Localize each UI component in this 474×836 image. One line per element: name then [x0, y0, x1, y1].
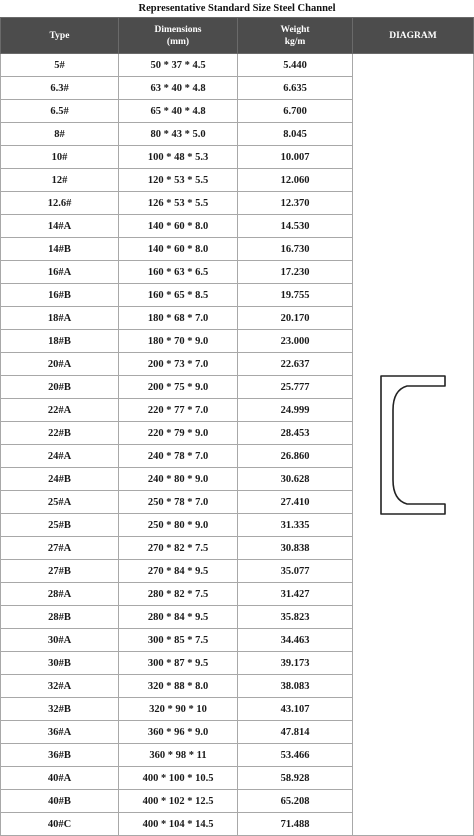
cell-type: 5# — [1, 54, 119, 77]
cell-weight: 30.628 — [238, 468, 353, 491]
cell-dimensions: 400 * 100 * 10.5 — [119, 767, 238, 790]
column-header-type-label: Type — [49, 30, 70, 41]
column-header-diagram — [353, 18, 474, 54]
column-header-type — [1, 18, 119, 54]
cell-weight: 6.635 — [238, 77, 353, 100]
cell-type: 25#A — [1, 491, 119, 514]
cell-type: 16#A — [1, 261, 119, 284]
cell-dimensions: 300 * 87 * 9.5 — [119, 652, 238, 675]
column-header-weight-unit: kg/m — [284, 36, 306, 47]
cell-type: 24#A — [1, 445, 119, 468]
cell-type: 24#B — [1, 468, 119, 491]
cell-dimensions: 270 * 82 * 7.5 — [119, 537, 238, 560]
cell-weight: 53.466 — [238, 744, 353, 767]
diagram-cell — [353, 54, 474, 836]
cell-dimensions: 140 * 60 * 8.0 — [119, 238, 238, 261]
cell-dimensions: 320 * 90 * 10 — [119, 698, 238, 721]
cell-weight: 38.083 — [238, 675, 353, 698]
cell-type: 36#A — [1, 721, 119, 744]
cell-type: 22#A — [1, 399, 119, 422]
cell-type: 14#B — [1, 238, 119, 261]
table-body — [1, 54, 474, 836]
cell-type: 30#B — [1, 652, 119, 675]
cell-dimensions: 300 * 85 * 7.5 — [119, 629, 238, 652]
cell-dimensions: 360 * 98 * 11 — [119, 744, 238, 767]
cell-dimensions: 65 * 40 * 4.8 — [119, 100, 238, 123]
cell-weight: 14.530 — [238, 215, 353, 238]
cell-weight: 12.060 — [238, 169, 353, 192]
cell-type: 25#B — [1, 514, 119, 537]
cell-weight: 65.208 — [238, 790, 353, 813]
cell-dimensions: 180 * 70 * 9.0 — [119, 330, 238, 353]
cell-dimensions: 220 * 79 * 9.0 — [119, 422, 238, 445]
cell-weight: 39.173 — [238, 652, 353, 675]
cell-dimensions: 280 * 82 * 7.5 — [119, 583, 238, 606]
cell-weight: 6.700 — [238, 100, 353, 123]
cell-weight: 31.335 — [238, 514, 353, 537]
cell-weight: 34.463 — [238, 629, 353, 652]
cell-type: 28#B — [1, 606, 119, 629]
cell-dimensions: 180 * 68 * 7.0 — [119, 307, 238, 330]
column-header-weight — [238, 18, 353, 54]
column-header-diagram-label: DIAGRAM — [389, 30, 437, 41]
cell-dimensions: 200 * 75 * 9.0 — [119, 376, 238, 399]
cell-type: 27#A — [1, 537, 119, 560]
cell-dimensions: 280 * 84 * 9.5 — [119, 606, 238, 629]
cell-dimensions: 50 * 37 * 4.5 — [119, 54, 238, 77]
cell-weight: 26.860 — [238, 445, 353, 468]
cell-type: 30#A — [1, 629, 119, 652]
cell-weight: 43.107 — [238, 698, 353, 721]
cell-type: 6.3# — [1, 77, 119, 100]
cell-dimensions: 400 * 104 * 14.5 — [119, 813, 238, 836]
cell-weight: 28.453 — [238, 422, 353, 445]
cell-weight: 5.440 — [238, 54, 353, 77]
steel-channel-cross-section-icon — [377, 370, 449, 520]
cell-dimensions: 240 * 80 * 9.0 — [119, 468, 238, 491]
cell-weight: 8.045 — [238, 123, 353, 146]
table-header-row — [1, 18, 474, 54]
cell-weight: 10.007 — [238, 146, 353, 169]
cell-weight: 20.170 — [238, 307, 353, 330]
cell-type: 18#B — [1, 330, 119, 353]
cell-weight: 16.730 — [238, 238, 353, 261]
column-header-weight-label: Weight — [280, 24, 310, 35]
cell-dimensions: 250 * 80 * 9.0 — [119, 514, 238, 537]
cell-type: 18#A — [1, 307, 119, 330]
cell-weight: 25.777 — [238, 376, 353, 399]
cell-dimensions: 240 * 78 * 7.0 — [119, 445, 238, 468]
cell-weight: 47.814 — [238, 721, 353, 744]
table-row — [1, 54, 474, 77]
cell-type: 20#A — [1, 353, 119, 376]
cell-type: 22#B — [1, 422, 119, 445]
steel-channel-table — [0, 17, 474, 836]
cell-type: 40#C — [1, 813, 119, 836]
cell-dimensions: 80 * 43 * 5.0 — [119, 123, 238, 146]
cell-weight: 58.928 — [238, 767, 353, 790]
cell-type: 8# — [1, 123, 119, 146]
cell-weight: 30.838 — [238, 537, 353, 560]
cell-type: 27#B — [1, 560, 119, 583]
cell-type: 36#B — [1, 744, 119, 767]
cell-weight: 22.637 — [238, 353, 353, 376]
cell-weight: 35.823 — [238, 606, 353, 629]
cell-dimensions: 360 * 96 * 9.0 — [119, 721, 238, 744]
cell-weight: 23.000 — [238, 330, 353, 353]
cell-weight: 27.410 — [238, 491, 353, 514]
cell-type: 28#A — [1, 583, 119, 606]
cell-dimensions: 400 * 102 * 12.5 — [119, 790, 238, 813]
cell-type: 10# — [1, 146, 119, 169]
cell-dimensions: 160 * 65 * 8.5 — [119, 284, 238, 307]
cell-dimensions: 63 * 40 * 4.8 — [119, 77, 238, 100]
cell-type: 14#A — [1, 215, 119, 238]
cell-dimensions: 220 * 77 * 7.0 — [119, 399, 238, 422]
cell-weight: 19.755 — [238, 284, 353, 307]
cell-dimensions: 100 * 48 * 5.3 — [119, 146, 238, 169]
cell-weight: 35.077 — [238, 560, 353, 583]
column-header-dimensions — [119, 18, 238, 54]
cell-weight: 71.488 — [238, 813, 353, 836]
cell-type: 12# — [1, 169, 119, 192]
cell-type: 12.6# — [1, 192, 119, 215]
cell-dimensions: 200 * 73 * 7.0 — [119, 353, 238, 376]
cell-dimensions: 120 * 53 * 5.5 — [119, 169, 238, 192]
cell-weight: 12.370 — [238, 192, 353, 215]
column-header-dimensions-unit: (mm) — [166, 36, 190, 47]
cell-weight: 17.230 — [238, 261, 353, 284]
cell-dimensions: 160 * 63 * 6.5 — [119, 261, 238, 284]
cell-type: 20#B — [1, 376, 119, 399]
cell-type: 40#A — [1, 767, 119, 790]
cell-weight: 31.427 — [238, 583, 353, 606]
cell-dimensions: 320 * 88 * 8.0 — [119, 675, 238, 698]
page-title: Representative Standard Size Steel Channel — [138, 3, 336, 14]
cell-type: 32#A — [1, 675, 119, 698]
cell-dimensions: 126 * 53 * 5.5 — [119, 192, 238, 215]
cell-type: 16#B — [1, 284, 119, 307]
cell-dimensions: 250 * 78 * 7.0 — [119, 491, 238, 514]
cell-weight: 24.999 — [238, 399, 353, 422]
cell-type: 6.5# — [1, 100, 119, 123]
cell-type: 32#B — [1, 698, 119, 721]
cell-type: 40#B — [1, 790, 119, 813]
column-header-dimensions-label: Dimensions — [154, 24, 202, 35]
cell-dimensions: 140 * 60 * 8.0 — [119, 215, 238, 238]
cell-dimensions: 270 * 84 * 9.5 — [119, 560, 238, 583]
